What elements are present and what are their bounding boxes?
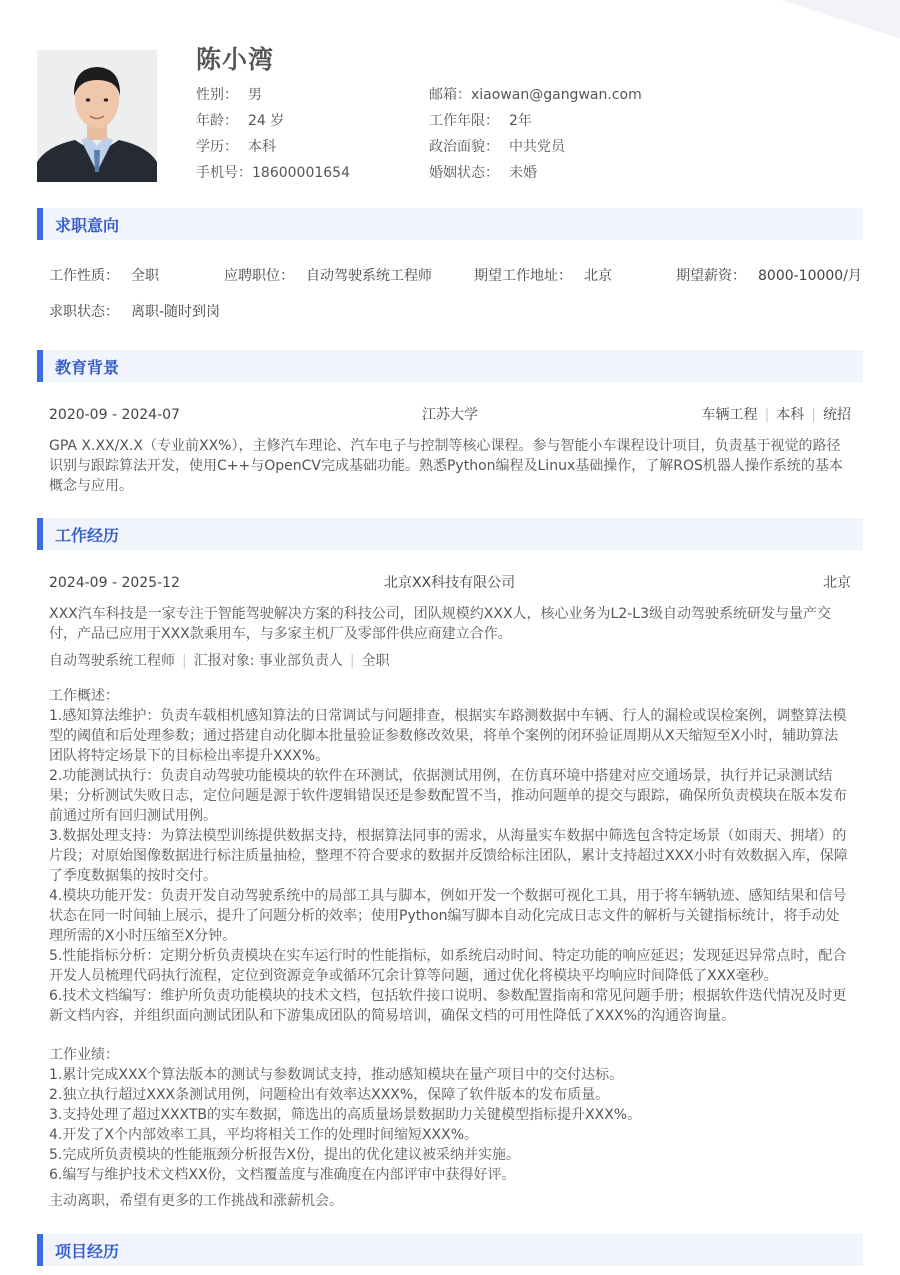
work-overview	[49, 686, 852, 1026]
work-result-item: 3.支持处理了超过XXXTB的实车数据，筛选出的高质量场景数据助力关键模型指标提升XXX%。	[49, 1107, 642, 1123]
candidate-name: 陈小湾	[196, 45, 275, 74]
education-degree: 本科	[776, 407, 805, 423]
section-title: 求职意向	[55, 216, 120, 235]
work-period: 2024-09 - 2025-12	[49, 575, 180, 591]
education-enrollment: 统招	[823, 407, 851, 423]
section-title: 工作经历	[55, 526, 120, 545]
section-accent-bar	[37, 350, 43, 382]
info-political-status: 政治面貌： 中共党员	[429, 139, 565, 155]
work-leave-reason: 主动离职，希望有更多的工作挑战和涨薪机会。	[49, 1193, 343, 1209]
intent-position: 应聘职位： 自动驾驶系统工程师	[224, 268, 432, 284]
info-education: 学历： 本科	[196, 139, 276, 155]
work-overview-item: 3.数据处理支持：为算法模型训练提供数据支持，根据算法同事的需求，从海量实车数据中筛选包含特定场景（如雨天、拥堵）的片段；对原始图像数据进行标注质量抽检，整理不符合要求的数据并反馈给标注团队，累计支持超过XXX小时有效数据入库，保障了季度数据集的按时交付。	[49, 828, 848, 884]
work-employment-type: 全职	[361, 653, 390, 669]
work-result-item: 4.开发了X个内部效率工具，平均将相关工作的处理时间缩短XXX%。	[49, 1127, 479, 1143]
section-header-education	[37, 350, 863, 382]
work-city: 北京	[823, 575, 851, 591]
work-tags: 自动驾驶系统工程师 | 汇报对象: 事业部负责人 | 全职	[49, 653, 390, 669]
section-header-intent	[37, 208, 863, 240]
profile-photo	[37, 50, 157, 182]
section-title: 项目经历	[55, 1242, 120, 1261]
work-results	[49, 1045, 852, 1185]
education-major: 车辆工程	[701, 407, 758, 423]
work-result-item: 2.独立执行超过XXX条测试用例，问题检出有效率达XXX%，保障了软件版本的发布质量。	[49, 1087, 610, 1103]
info-work-years: 工作年限： 2年	[429, 113, 532, 129]
education-tags: 车辆工程 | 本科 | 统招	[701, 407, 851, 423]
work-company: 北京XX科技有限公司	[384, 575, 516, 591]
work-overview-item: 4.模块功能开发：负责开发自动驾驶系统中的局部工具与脚本，例如开发一个数据可视化工具，用于将车辆轨迹、感知结果和信号状态在同一时间轴上展示，提升了问题分析的效率；使用Python编写脚本自动化完成日志文件的解析与关键指标统计，将手动处理所需的X小时压缩至X分钟。	[49, 888, 847, 944]
info-phone: 手机号：18600001654	[196, 165, 350, 181]
work-overview-item: 1.感知算法维护：负责车载相机感知算法的日常调试与问题排查，根据实车路测数据中车辆、行人的漏检或误检案例，调整算法模型的阈值和后处理参数；通过搭建自动化脚本批量验证参数修改效果，将单个案例的闭环验证周期从X天缩短至X小时，辅助算法团队将特定场景下的目标检出率提升XXX%。	[49, 708, 847, 764]
work-result-item: 5.完成所负责模块的性能瓶颈分析报告X份，提出的优化建议被采纳并实施。	[49, 1147, 520, 1163]
work-overview-item: 5.性能指标分析：定期分析负责模块在实车运行时的性能指标，如系统启动时间、特定功能的响应延迟；发现延迟异常点时，配合开发人员梳理代码执行流程，定位到资源竞争或循环冗余计算等问题，通过优化将模块平均响应时间降低了XXX毫秒。	[49, 948, 847, 984]
section-title: 教育背景	[55, 358, 120, 377]
work-position: 自动驾驶系统工程师	[49, 653, 175, 669]
work-result-item: 1.累计完成XXX个算法版本的测试与参数调试支持，推动感知模块在量产项目中的交付达标。	[49, 1067, 624, 1083]
work-overview-title: 工作概述：	[49, 688, 119, 704]
info-age: 年龄： 24 岁	[196, 113, 285, 129]
work-results-title: 工作业绩：	[49, 1047, 119, 1063]
intent-job-type: 工作性质： 全职	[49, 268, 159, 284]
intent-salary: 期望薪资： 8000-10000/月	[676, 268, 862, 284]
education-school: 江苏大学	[422, 407, 478, 423]
work-company-intro: XXX汽车科技是一家专注于智能驾驶解决方案的科技公司，团队规模约XXX人，核心业务为L2-L3级自动驾驶系统研发与量产交付，产品已应用于XXX款乘用车，与多家主机厂及零部件供应商建立合作。	[49, 606, 832, 642]
info-marital-status: 婚姻状态： 未婚	[429, 165, 537, 181]
work-report-to: 汇报对象: 事业部负责人	[193, 653, 343, 669]
info-email: 邮箱：xiaowan@gangwan.com	[429, 87, 642, 103]
section-accent-bar	[37, 208, 43, 240]
intent-location: 期望工作地址： 北京	[474, 268, 612, 284]
info-gender: 性别： 男	[196, 87, 262, 103]
work-overview-item: 2.功能测试执行：负责自动驾驶功能模块的软件在环测试，依据测试用例，在仿真环境中搭建对应交通场景，执行并记录测试结果；分析测试失败日志，定位问题是源于软件逻辑错误还是参数配置不当，推动问题单的提交与跟踪，确保所负责模块在版本发布前通过所有回归测试用例。	[49, 768, 847, 824]
section-accent-bar	[37, 1234, 43, 1266]
education-period: 2020-09 - 2024-07	[49, 407, 180, 423]
intent-status: 求职状态： 离职-随时到岗	[49, 304, 221, 320]
education-description: GPA X.XX/X.X（专业前XX%），主修汽车理论、汽车电子与控制等核心课程。参与智能小车课程设计项目，负责基于视觉的路径识别与跟踪算法开发，使用C++与OpenCV完成基础功能。熟悉Python编程及Linux基础操作，了解ROS机器人操作系统的基本概念与应用。	[49, 438, 843, 494]
section-header-work	[37, 518, 863, 550]
section-accent-bar	[37, 518, 43, 550]
section-header-project	[37, 1234, 863, 1266]
work-result-item: 6.编写与维护技术文档XX份，文档覆盖度与准确度在内部评审中获得好评。	[49, 1167, 516, 1183]
work-overview-item: 6.技术文档编写：维护所负责功能模块的技术文档，包括软件接口说明、参数配置指南和常见问题手册；根据软件迭代情况及时更新文档内容，并组织面向测试团队和下游集成团队的简易培训，确保文档的可用性降低了XXX%的沟通咨询量。	[49, 988, 847, 1024]
